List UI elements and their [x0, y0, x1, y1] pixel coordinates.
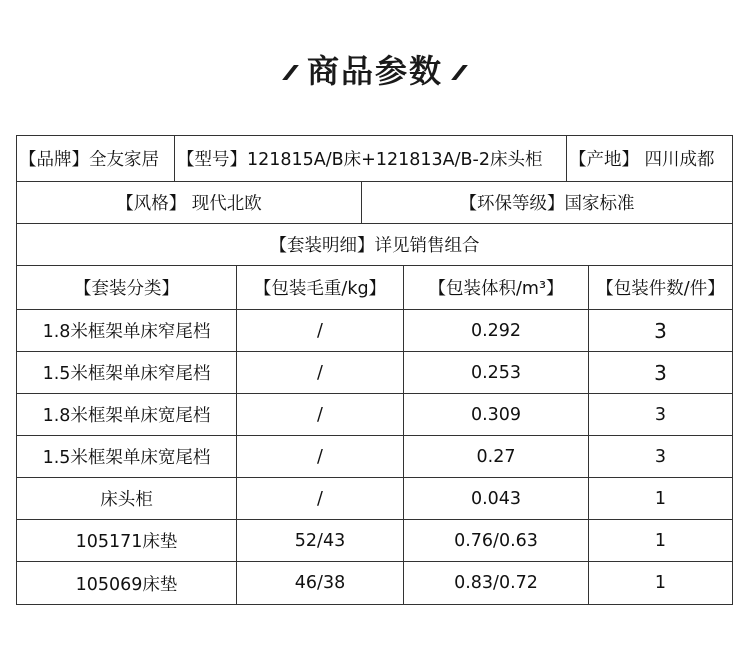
- row-volume: 0.043: [404, 478, 589, 519]
- row-category: 床头柜: [17, 478, 237, 519]
- row-category: 1.8米框架单床宽尾档: [17, 394, 237, 435]
- table-row: [17, 562, 732, 604]
- table-header-row: [17, 266, 732, 310]
- table-row: [17, 310, 732, 352]
- title-left-slash-icon: [282, 65, 299, 80]
- row-count: 3: [654, 404, 667, 425]
- row-count: 3: [654, 318, 667, 343]
- model-cell: 【型号】121815A/B床+121813A/B-2床头柜: [175, 136, 567, 181]
- row-volume: 0.253: [404, 352, 589, 393]
- info-row-brand-model-origin: [17, 136, 732, 182]
- row-category: 1.8米框架单床窄尾档: [17, 310, 237, 351]
- row-volume: 0.83/0.72: [404, 562, 589, 604]
- row-volume: 0.309: [404, 394, 589, 435]
- row-category: 1.5米框架单床宽尾档: [17, 436, 237, 477]
- product-params-table: [16, 135, 733, 605]
- header-category: 【套装分类】: [17, 266, 237, 309]
- row-volume: 0.76/0.63: [404, 520, 589, 561]
- table-row: [17, 394, 732, 436]
- table-row: [17, 478, 732, 520]
- row-count: 3: [654, 360, 667, 385]
- page-title: 商品参数: [306, 52, 443, 90]
- title-right-slash-icon: [451, 65, 468, 80]
- info-row-set-detail: [17, 224, 732, 266]
- table-row: [17, 520, 732, 562]
- style-cell: 【风格】 现代北欧: [17, 182, 362, 223]
- row-count: 1: [654, 573, 667, 593]
- set-detail-cell: 【套装明细】详见销售组合: [269, 236, 480, 256]
- row-count: 1: [654, 488, 667, 509]
- brand-cell: 【品牌】全友家居: [17, 136, 175, 181]
- row-weight: 46/38: [237, 562, 404, 604]
- row-category: 105171床垫: [17, 520, 237, 561]
- row-volume: 0.292: [404, 310, 589, 351]
- row-weight: /: [237, 478, 404, 519]
- row-volume: 0.27: [404, 436, 589, 477]
- row-count: 3: [654, 446, 667, 467]
- table-row: [17, 352, 732, 394]
- row-weight: /: [237, 394, 404, 435]
- section-title: [0, 44, 750, 94]
- row-weight: 52/43: [237, 520, 404, 561]
- info-row-style-eco: [17, 182, 732, 224]
- table-row: [17, 436, 732, 478]
- row-weight: /: [237, 310, 404, 351]
- header-gross-weight: 【包装毛重/kg】: [237, 266, 404, 309]
- origin-cell: 【产地】 四川成都: [569, 150, 715, 170]
- row-count: 1: [654, 530, 667, 551]
- row-weight: /: [237, 352, 404, 393]
- eco-grade-cell: 【环保等级】国家标准: [459, 194, 635, 214]
- row-category: 105069床垫: [17, 562, 237, 604]
- header-volume: 【包装体积/m³】: [404, 266, 589, 309]
- row-weight: /: [237, 436, 404, 477]
- row-category: 1.5米框架单床窄尾档: [17, 352, 237, 393]
- header-piece-count: 【包装件数/件】: [596, 279, 725, 299]
